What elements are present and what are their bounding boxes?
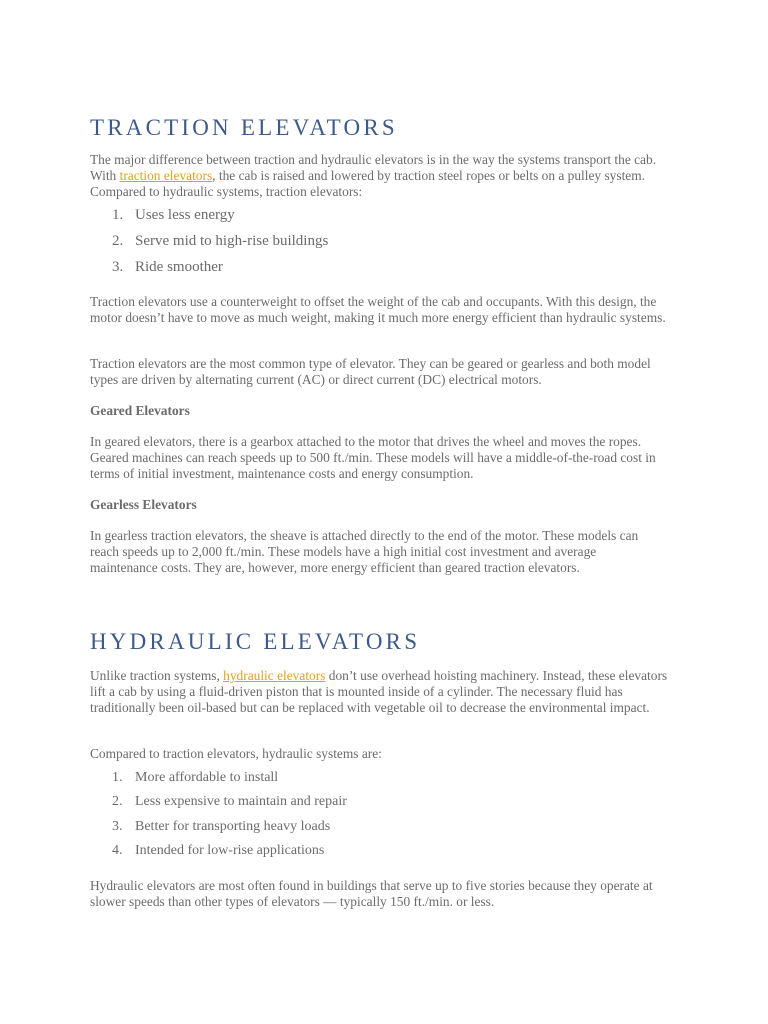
list-item-number: 1. xyxy=(112,770,123,785)
hydraulic-heading: HYDRAULIC ELEVATORS xyxy=(90,629,421,654)
hydraulic-intro-paragraph xyxy=(90,668,680,716)
list-item-number: 1. xyxy=(112,207,124,223)
list-item xyxy=(90,228,328,254)
list-item-number: 4. xyxy=(112,842,123,858)
gearless-elevators-subheading: Gearless Elevators xyxy=(90,497,197,512)
traction-heading: TRACTION ELEVATORS xyxy=(90,115,398,140)
common-type-paragraph: Traction elevators are the most common type of elevator. They can be geared or gearless and both model types are driven by alternating current (AC) or direct current (DC) electrical motors. xyxy=(90,356,651,387)
list-item-text: Better for transporting heavy loads xyxy=(135,818,331,834)
hydraulic-benefits-list xyxy=(90,766,347,863)
list-item-text: Serve mid to high-rise buildings xyxy=(135,233,329,249)
traction-elevators-link[interactable]: traction elevators xyxy=(119,168,213,183)
list-item xyxy=(90,202,328,228)
traction-intro-text-after: , the cab is raised and lowered by traction steel ropes or belts on a pulley system. Compared to hydraulic systems, traction elevators: xyxy=(90,168,646,199)
list-item-number: 2. xyxy=(112,233,124,249)
geared-elevators-paragraph: In geared elevators, there is a gearbox attached to the motor that drives the wheel and moves the ropes. Geared machines can reach speeds up to 500 ft./min. These models will have a middle-of-the-road cost in terms of initial investment, maintenance costs and energy consumption. xyxy=(90,434,656,481)
list-item xyxy=(90,254,328,280)
list-item-text: Intended for low-rise applications xyxy=(135,842,325,858)
list-item xyxy=(90,766,347,790)
compared-paragraph: Compared to traction elevators, hydraulic systems are: xyxy=(90,746,382,761)
list-item-text: Uses less energy xyxy=(135,207,235,223)
list-item xyxy=(90,839,347,863)
traction-intro-paragraph xyxy=(90,152,680,200)
hydraulic-closing-paragraph: Hydraulic elevators are most often found in buildings that serve up to five stories because they operate at slower speeds than other types of elevators — typically 150 ft./min. or less. xyxy=(90,878,653,909)
hydraulic-intro-text-after: don’t use overhead hoisting machinery. Instead, these elevators lift a cab by using a fluid-driven piston that is mounted inside of a cylinder. The necessary fluid has traditionally been oil-based but can be replaced with vegetable oil to decrease the environmental impact. xyxy=(90,668,668,715)
geared-elevators-subheading: Geared Elevators xyxy=(90,403,190,418)
list-item-number: 3. xyxy=(112,818,123,834)
list-item-text: Ride smoother xyxy=(135,259,223,275)
list-item xyxy=(90,790,347,814)
traction-intro-text-before: The major difference between traction and hydraulic elevators is in the way the systems transport the cab. With xyxy=(90,152,657,183)
hydraulic-intro-text-before: Unlike traction systems, xyxy=(90,668,224,683)
counterweight-paragraph: Traction elevators use a counterweight to offset the weight of the cab and occupants. With this design, the motor doesn’t have to move as much weight, making it much more energy efficient than hydraulic systems. xyxy=(90,294,666,325)
list-item-number: 3. xyxy=(112,259,124,275)
hydraulic-elevators-link[interactable]: hydraulic elevators xyxy=(223,668,326,683)
list-item xyxy=(90,815,347,839)
gearless-elevators-paragraph: In gearless traction elevators, the sheave is attached directly to the end of the motor. These models can reach speeds up to 2,000 ft./min. These models have a high initial cost investment and average maintenance costs. They are, however, more energy efficient than geared traction elevators. xyxy=(90,528,639,575)
list-item-number: 2. xyxy=(112,794,123,810)
list-item-text: More affordable to install xyxy=(135,770,279,785)
traction-benefits-list xyxy=(90,202,328,280)
list-item-text: Less expensive to maintain and repair xyxy=(135,794,347,810)
